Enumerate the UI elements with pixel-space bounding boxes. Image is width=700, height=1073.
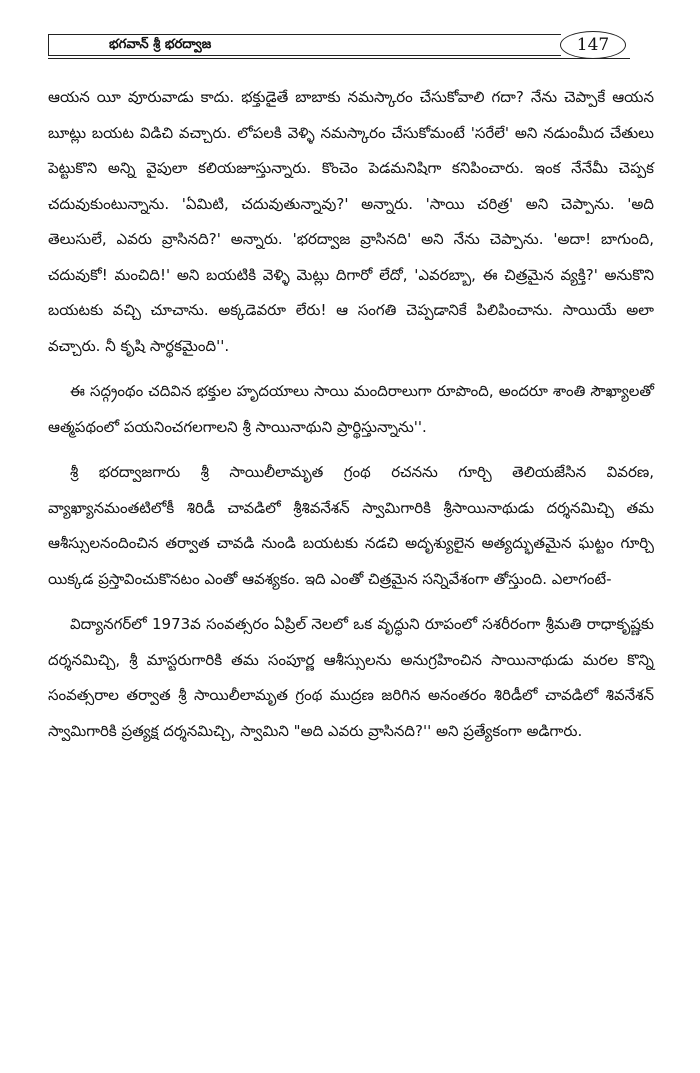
page-header <box>48 34 630 59</box>
running-title: భగవాన్ శ్రీ భరద్వాజ <box>109 37 212 52</box>
header-frame <box>48 34 561 56</box>
paragraph: ఆయన యీ వూరువాడు కాదు. భక్తుడైతే బాబాకు నమస్కారం చేసుకోవాలి గదా? నేను చెప్పాకే ఆయన బూట్లు బయట విడిచి వచ్చారు. లోపలకి వెళ్ళి నమస్కారం చేసుకోమంటే 'సరేలే' అని నడుంమీద చేతులు పెట్టుకొని అన్ని వైపులా కలియజూస్తున్నారు. కొంచెం పెడమనిషిగా కనిపించారు. ఇంక నేనేమీ చెప్పక చదువుకుంటున్నాను. 'ఏమిటి, చదువుతున్నావు?' అన్నారు. 'సాయి చరిత్ర' అని చెప్పాను. 'అది తెలుసులే, ఎవరు వ్రాసినది?' అన్నారు. 'భరద్వాజ వ్రాసినది' అని నేను చెప్పాను. 'అదా! బాగుంది, చదువుకో! మంచిది!' అని బయటికి వెళ్ళి మెట్లు దిగారో లేదో, 'ఎవరబ్బా, ఈ చిత్రమైన వ్యక్తి?' అనుకొని బయటకు వచ్చి చూచాను. అక్కడెవరూ లేరు! ఆ సంగతి చెప్పడానికే పిలిపించాను. సాయియే అలా వచ్చారు. నీ కృషి సార్థకమైంది''. <box>48 88 654 355</box>
page-number: 147 <box>560 31 626 59</box>
paragraph: విద్యానగర్‌లో 1973వ సంవత్సరం ఏప్రిల్ నెలలో ఒక వృద్ధుని రూపంలో సశరీరంగా శ్రీమతి రాధాకృష్ణకు దర్శనమిచ్చి, శ్రీ మాస్టరుగారికి తమ సంపూర్ణ ఆశీస్సులను అనుగ్రహించిన సాయినాథుడు మరల కొన్ని సంవత్సరాల తర్వాత శ్రీ సాయిలీలామృత గ్రంథ ముద్రణ జరిగిన అనంతరం శిరిడీలో చావడిలో శివనేశన్ స్వామిగారికి ప్రత్యక్ష దర్శనమిచ్చి, స్వామిని "అది ఎవరు వ్రాసినది?'' అని ప్రత్యేకంగా అడిగారు. <box>48 615 654 740</box>
paragraph: ఈ సద్గ్రంథం చదివిన భక్తుల హృదయాలు సాయి మందిరాలుగా రూపొంది, అందరూ శాంతి సౌఖ్యాలతో ఆత్మపథంలో పయనించగలగాలని శ్రీ సాయినాథుని ప్రార్థిస్తున్నాను''. <box>48 382 654 436</box>
paragraph: శ్రీ భరద్వాజగారు శ్రీ సాయిలీలామృత గ్రంథ రచనను గూర్చి తెలియజేసిన వివరణ, వ్యాఖ్యానమంతటిలోకీ శిరిడీ చావడిలో శ్రీశివనేశన్ స్వామిగారికి శ్రీసాయినాథుడు దర్శనమిచ్చి తమ ఆశీస్సులనందించిన తర్వాత చావడి నుండి బయటకు నడచి అదృశ్యులైన అత్యద్భుతమైన ఘట్టం గూర్చి యిక్కడ ప్రస్తావించుకొనటం ఎంతో ఆవశ్యకం. ఇది ఎంతో చిత్రమైన సన్నివేశంగా తోస్తుంది. ఎలాగంటే- <box>48 463 654 588</box>
body-text <box>48 80 654 759</box>
